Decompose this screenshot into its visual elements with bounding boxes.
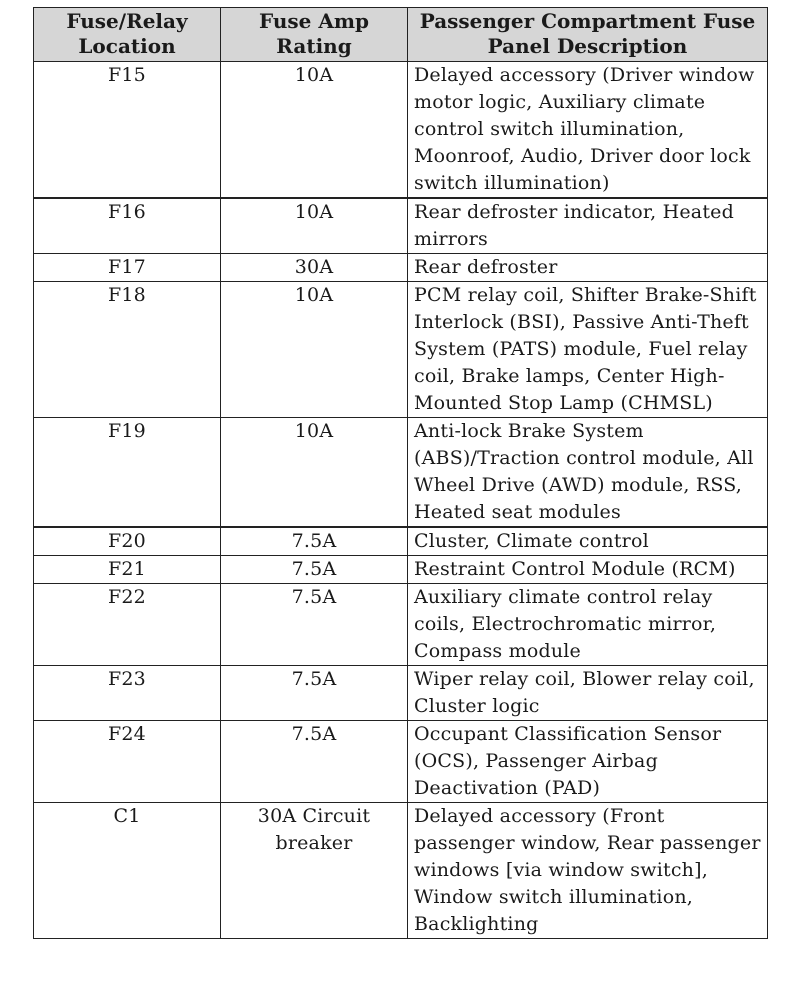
fuse-amp: 10A bbox=[221, 62, 408, 199]
fuse-location: F20 bbox=[34, 527, 221, 556]
fuse-description: Occupant Classification Sensor (OCS), Passenger Airbag Deactivation (PAD) bbox=[408, 721, 768, 803]
table-row bbox=[34, 198, 768, 254]
table-row bbox=[34, 803, 768, 939]
fuse-amp: 7.5A bbox=[221, 584, 408, 666]
table-row bbox=[34, 584, 768, 666]
fuse-description: Delayed accessory (Front passenger window, Rear passenger windows [via window switch], Window switch illumination, Backlighting bbox=[408, 803, 768, 939]
fuse-location: F21 bbox=[34, 556, 221, 584]
fuse-description: Auxiliary climate control relay coils, Electrochromatic mirror, Compass module bbox=[408, 584, 768, 666]
header-location: Fuse/Relay Location bbox=[34, 8, 221, 62]
header-row bbox=[34, 8, 768, 62]
fuse-description: Delayed accessory (Driver window motor logic, Auxiliary climate control switch illumination, Moonroof, Audio, Driver door lock switch illumination) bbox=[408, 62, 768, 199]
fuse-description: Rear defroster indicator, Heated mirrors bbox=[408, 198, 768, 254]
fuse-amp: 10A bbox=[221, 418, 408, 528]
header-amp-rating: Fuse Amp Rating bbox=[221, 8, 408, 62]
fuse-amp: 10A bbox=[221, 198, 408, 254]
fuse-amp: 30A Circuit breaker bbox=[221, 803, 408, 939]
table-row bbox=[34, 527, 768, 556]
fuse-location: F23 bbox=[34, 666, 221, 721]
fuse-location: F24 bbox=[34, 721, 221, 803]
fuse-amp: 10A bbox=[221, 282, 408, 418]
fuse-location: C1 bbox=[34, 803, 221, 939]
fuse-description: Restraint Control Module (RCM) bbox=[408, 556, 768, 584]
table-row bbox=[34, 418, 768, 528]
fuse-amp: 7.5A bbox=[221, 666, 408, 721]
fuse-amp: 7.5A bbox=[221, 556, 408, 584]
fuse-amp: 7.5A bbox=[221, 721, 408, 803]
fuse-location: F18 bbox=[34, 282, 221, 418]
table-row bbox=[34, 721, 768, 803]
fuse-amp: 7.5A bbox=[221, 527, 408, 556]
fuse-location: F17 bbox=[34, 254, 221, 282]
table-row bbox=[34, 254, 768, 282]
table-row bbox=[34, 282, 768, 418]
fuse-description: Rear defroster bbox=[408, 254, 768, 282]
header-description: Passenger Compartment Fuse Panel Description bbox=[408, 8, 768, 62]
table-header bbox=[34, 8, 768, 62]
fuse-location: F22 bbox=[34, 584, 221, 666]
fuse-location: F19 bbox=[34, 418, 221, 528]
fuse-location: F16 bbox=[34, 198, 221, 254]
fuse-description: PCM relay coil, Shifter Brake-Shift Interlock (BSI), Passive Anti-Theft System (PATS) module, Fuel relay coil, Brake lamps, Center High-Mounted Stop Lamp (CHMSL) bbox=[408, 282, 768, 418]
fuse-description: Anti-lock Brake System (ABS)/Traction control module, All Wheel Drive (AWD) module, RSS, Heated seat modules bbox=[408, 418, 768, 528]
fuse-description: Cluster, Climate control bbox=[408, 527, 768, 556]
table-row bbox=[34, 556, 768, 584]
fuse-table bbox=[33, 7, 768, 939]
fuse-amp: 30A bbox=[221, 254, 408, 282]
table-body bbox=[34, 62, 768, 939]
fuse-location: F15 bbox=[34, 62, 221, 199]
table-row bbox=[34, 62, 768, 199]
table-row bbox=[34, 666, 768, 721]
fuse-description: Wiper relay coil, Blower relay coil, Cluster logic bbox=[408, 666, 768, 721]
